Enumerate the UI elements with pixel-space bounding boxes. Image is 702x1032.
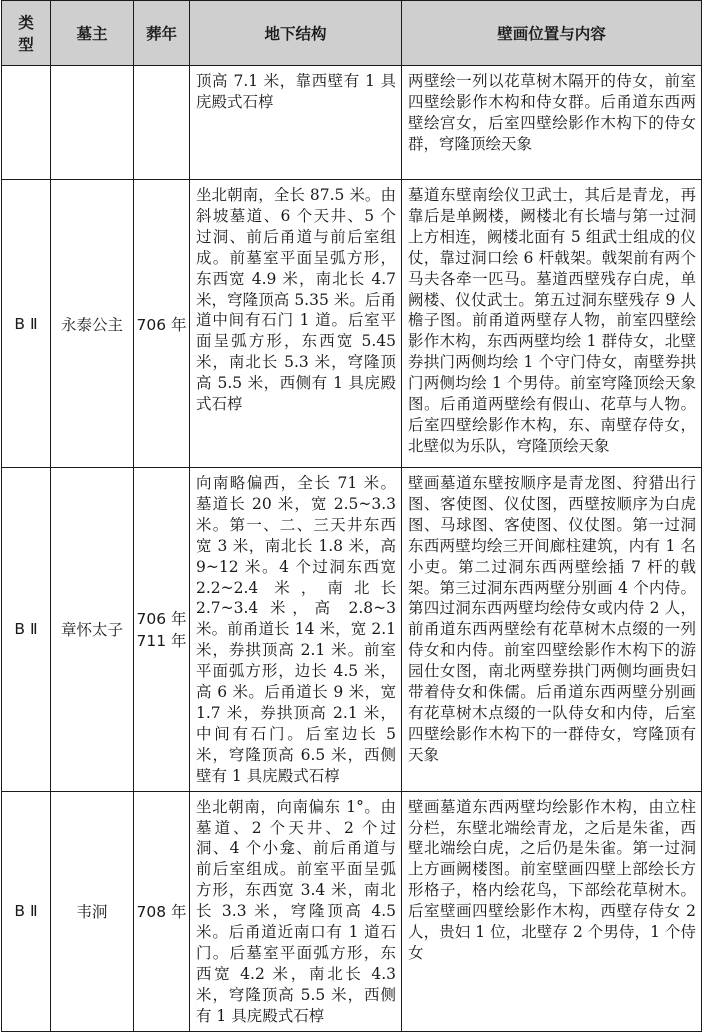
table-row: [2, 791, 702, 1031]
cell-type: B Ⅱ: [2, 180, 51, 468]
cell-murals: 壁画墓道东西两壁均绘影作木构，由立柱分栏，东壁北端绘青龙，之后是朱雀，西壁北端绘白虎，之后仍是朱雀。第一过洞上方画阙楼图。前室壁画四壁上部绘长方形格子，格内绘花鸟，下部绘花草树木。后室壁画四壁绘影作木构，西壁存侍女 2 人，贵妇 1 位，北壁存 2 个男侍，1 个侍女: [402, 791, 702, 1031]
table-header-row: [2, 1, 702, 66]
cell-year: [134, 66, 190, 180]
cell-type: [2, 66, 51, 180]
cell-murals: 壁画墓道东壁按顺序是青龙图、狩猎出行图、客使图、仪仗图，西壁按顺序为白虎图、马球图、客使图、仪仗图。第一过洞东西两壁均绘三开间廊柱建筑，内有 1 名小吏。第二过洞东西两壁绘插 7 杆的戟架。第三过洞东西两壁分别画 4 个内侍。第四过洞东西两壁均绘侍女或内侍 2 人，前甬道东西两壁绘有花草树木点缀的一列侍女和内侍。前室四壁绘影作木构下的游园仕女图，南北两壁券拱门两侧均画贵妇带着侍女和侏儒。后甬道东西两壁分别画有花草树木点缀的一队侍女和内侍，后室四壁绘影作木构下的一群侍女，穹隆顶有天象: [402, 468, 702, 792]
header-type-line1: 类: [18, 14, 34, 32]
cell-murals: 墓道东壁南绘仪卫武士，其后是青龙，再靠后是单阙楼，阙楼北有长墙与第一过洞上方相连，阙楼北面有 5 组武士组成的仪仗，靠过洞口绘 6 杆戟架。戟架前有两个马夫各牵一匹马。墓道西壁残存白虎，单阙楼、仪仗武士。第五过洞东壁残存 9 人檐子图。前甬道两壁存人物，前室四壁绘影作木构，东西两壁均绘 1 群侍女，北壁券拱门两侧均绘 1 个守门侍女，南壁券拱门两侧均绘 1 个男侍。前室穹隆顶绘天象图。后甬道两壁绘有假山、花草与人物。后室四壁绘影作木构，东、南壁存侍女，北壁似为乐队，穹隆顶绘天象: [402, 180, 702, 468]
cell-owner: 韦泂: [51, 791, 134, 1031]
cell-murals: 两壁绘一列以花草树木隔开的侍女，前室四壁绘影作木构和侍女群。后甬道东西两壁绘宫女，后室四壁绘影作木构下的侍女群，穹隆顶绘天象: [402, 66, 702, 180]
cell-owner: 章怀太子: [51, 468, 134, 792]
header-owner: 墓主: [51, 1, 134, 66]
cell-structure: 顶高 7.1 米，靠西壁有 1 具庑殿式石椁: [190, 66, 402, 180]
header-type: [2, 1, 51, 66]
header-structure: 地下结构: [190, 1, 402, 66]
table-row: [2, 468, 702, 792]
cell-type: B Ⅱ: [2, 791, 51, 1031]
tomb-mural-table: [1, 0, 702, 1032]
cell-year-line2: 711 年: [136, 632, 187, 651]
cell-structure: 坐北朝南，全长 87.5 米。由斜坡墓道、6 个天井、5 个过洞、前后甬道与前后室组成。前墓室平面呈弧方形，东西宽 4.9 米，南北长 4.7 米，穹隆顶高 5.35 米。后甬道中间有石门 1 道。后室平面呈弧方形，东西宽 5.45 米，南北长 5.3 米，穹隆顶高 5.5 米，西侧有 1 具庑殿式石椁: [190, 180, 402, 468]
header-type-line2: 型: [18, 36, 34, 54]
cell-year: 706 年: [134, 180, 190, 468]
cell-year: 708 年: [134, 791, 190, 1031]
header-murals: 壁画位置与内容: [402, 1, 702, 66]
cell-owner: [51, 66, 134, 180]
cell-structure: 坐北朝南，向南偏东 1°。由墓道、2 个天井、2 个过洞、4 个小龛、前后甬道与前后室组成。前室平面呈弧方形，东西宽 3.4 米，南北长 3.3 米，穹隆顶高 4.5 米。后甬道近南口有 1 道石门。后墓室平面弧方形，东西宽 4.2 米，南北长 4.3 米，穹隆顶高 5.5 米，西侧有 1 具庑殿式石椁: [190, 791, 402, 1031]
header-year: 葬年: [134, 1, 190, 66]
cell-structure: 向南略偏西，全长 71 米。墓道长 20 米，宽 2.5~3.3 米。第一、二、三天井东西宽 3 米，南北长 1.8 米，高 9~12 米。4 个过洞东西宽 2.2~2.4 米，南北长 2.7~3.4 米，高 2.8~3 米。前甬道长 14 米，宽 2.1 米，券拱顶高 2.1 米。前室平面弧方形，边长 4.5 米，高 6 米。后甬道长 9 米，宽 1.7 米，券拱顶高 2.1 米，中间有石门。后室边长 5 米，穹隆顶高 6.5 米，西侧壁有 1 具庑殿式石椁: [190, 468, 402, 792]
cell-year: [134, 468, 190, 792]
cell-year-line1: 706 年: [136, 610, 187, 629]
cell-type: B Ⅱ: [2, 468, 51, 792]
table-row: [2, 180, 702, 468]
cell-owner: 永泰公主: [51, 180, 134, 468]
table-row: [2, 66, 702, 180]
